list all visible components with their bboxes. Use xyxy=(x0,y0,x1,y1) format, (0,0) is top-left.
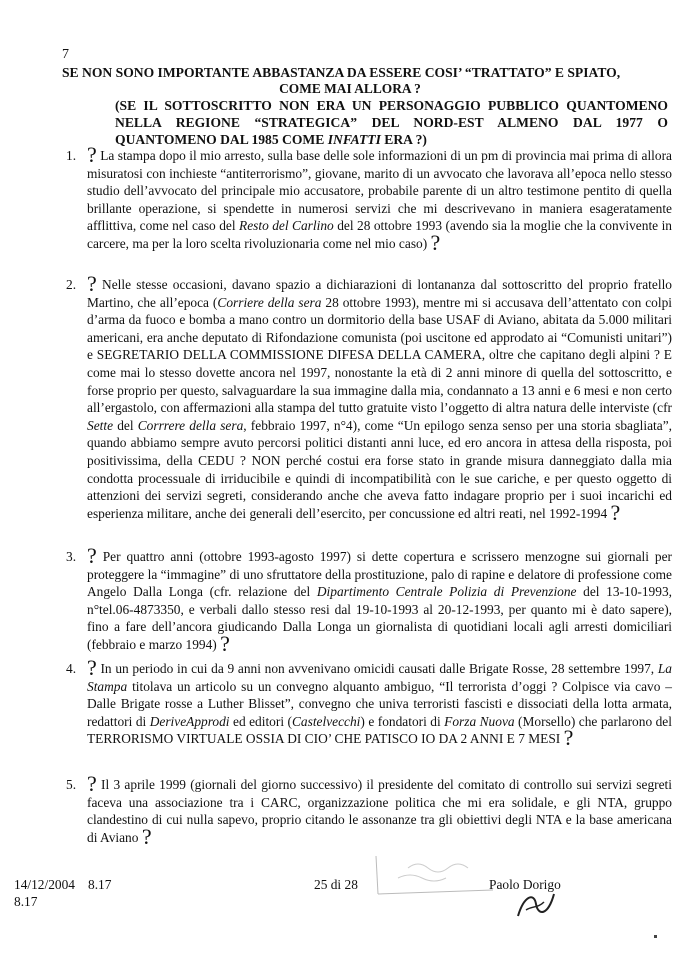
list-item xyxy=(66,543,672,656)
text-segment: del xyxy=(113,417,138,433)
text-segment: del 13-10-1993, n°tel.06-4873350, e verbali dallo stesso resi dal 19-10-1993 al 20-12-1993, per quanto mi è dato sapere), fino a fare dell’ancora giudicando Dalla Longa un giornalista di quotidiani locali agli arresti domiciliari (febbraio e marzo 1994) xyxy=(87,584,672,652)
question-mark-glyph: ? xyxy=(563,725,574,751)
list-item-text xyxy=(87,655,672,751)
list-item-number: 1. xyxy=(66,148,77,163)
heading-line-3-emphasis: INFATTI xyxy=(327,132,381,147)
list-item xyxy=(66,142,672,255)
footer-time: 8.17 xyxy=(88,877,112,892)
list-item-number: 3. xyxy=(66,549,77,564)
text-segment: titolava un articolo su un convegno alquanto ambiguo, “Il terrorista d’oggi ? Colpisce via cavo – Dalle Brigate rosse a Luther Blisset”, convegno che univa terroristi fascisti e dissociati della lotta armata, redattori di xyxy=(87,678,672,729)
text-segment-italic: Resto del Carlino xyxy=(239,218,334,234)
question-mark-glyph: ? xyxy=(87,271,97,296)
text-segment-italic: Sette xyxy=(87,417,114,433)
text-segment: ed editori ( xyxy=(229,713,292,729)
text-segment: ) e fondatori di xyxy=(360,713,445,729)
text-segment: , febbraio 1997, n°4), come “Un epilogo senza senso per una storia sbagliata”, quando abbiamo sempre avuto percorsi politici distanti anni luce, ed ero ancora in attesa della risposta, poi positivissima, della CEDU ? NON perché costui era forse stato in grande misura danneggiato dalla mia condotta processuale di irriducibile e quindi di incompatibilità con le sue cariche, e per questo oggetto di attenzioni dei servizi segreti, considerando anche che aveva fatto indagare proprio per i suoi incarichi ed esperienza militare, anche dei generali dell’esercito, per concussione ed altri reati, nel 1992-1994 xyxy=(87,417,672,521)
text-segment-italic: Corrrere della sera xyxy=(137,417,244,433)
heading-line-2: COME MAI ALLORA ? xyxy=(279,81,421,96)
text-segment-italic: Castelvecchi xyxy=(291,713,361,729)
list-item-number: 5. xyxy=(66,777,77,792)
heading-line-3-part-1: (SE IL SOTTOSCRITTO NON ERA UN PERSONAGGIO PUBBLICO QUANTOMENO NELLA REGIONE “STRATEGICA” DEL NORD-EST ALMENO DAL 1977 O QUANTOMENO DAL 1985 COME xyxy=(115,98,668,147)
text-segment: La stampa dopo il mio arresto, sulla base delle sole informazioni di un pm di provincia mai prima di allora misuratosi con inchieste “antiterrorismo”, giovane, marito di un avvocato che lavorava all’epoca nello stesso studio dell’avvocato del principale mio accusatore, probabile parente di un altro testimone pentito di quella brillante operazione, si spendette in numerosi servizi che mi descrivevano in maniera esageratamente afflittiva, come nel caso del xyxy=(87,148,672,234)
list-item-text xyxy=(87,142,672,255)
question-mark-glyph: ? xyxy=(87,142,97,167)
question-mark-glyph: ? xyxy=(220,630,230,656)
text-segment: del 28 ottobre 1993 (avendo sia la moglie che la convivente in carcere, ma per la loro scelta rivoluzionaria come nel mio caso) xyxy=(87,218,672,251)
text-segment-italic: Forza Nuova xyxy=(444,713,515,729)
question-mark-glyph: ? xyxy=(87,543,97,568)
text-segment: 28 ottobre 1993), mentre mi si accusava dell’attentato con colpi d’arma da fuoco e bomba a mano contro un dormitorio della base USAF di Aviano, abitata da 5.000 militari americani, era anche deputato di Rifondazione comunista (poi uscitone ed approdato ai “Comunisti unitari”) e SEGRETARIO DELLA COMMISSIONE DIFESA DELLA CAMERA, oltre che capitano degli alpini ? E come mai lo stesso dovette ancora nel 1997, nonostante la età di 2 anni minore di quella del sottoscritto, e forse proprio per questo, salvaguardare la sua immagine dalla mia, condannato a 13 anni e 6 mesi e non certo all’ergastolo, con affermazioni alla stampa del tutto gratuite visto l’oggetto di altra natura delle interviste (cfr xyxy=(87,294,672,416)
text-segment-italic: Dipartimento Centrale Polizia di Prevenzione xyxy=(316,584,577,600)
question-mark-glyph: ? xyxy=(87,771,97,796)
text-segment: Il 3 aprile 1999 (giornali del giorno successivo) il presidente del comitato di controllo sui servizi segreti faceva una associazione tra i CARC, organizzazione politica che mi era solidale, e gli NTA, gruppo clandestino di cui nulla sapevo, proprio citando le assonanze tra gli obiettivi degli NTA e la base americana di Aviano xyxy=(87,777,672,845)
question-mark-glyph: ? xyxy=(610,499,621,525)
faint-stamp xyxy=(368,846,508,906)
text-segment-italic: Corriere della sera xyxy=(217,294,322,310)
question-mark-glyph: ? xyxy=(430,229,441,255)
page-number: 7 xyxy=(62,47,69,62)
list-item-text xyxy=(87,771,672,849)
scan-mark xyxy=(654,935,657,938)
question-mark-glyph: ? xyxy=(141,823,152,849)
list-item-text xyxy=(87,271,672,525)
footer-time-second: 8.17 xyxy=(14,894,38,909)
list-item-text xyxy=(87,543,672,656)
footer-date: 14/12/2004 xyxy=(14,877,76,892)
text-segment-italic: DeriveApprodi xyxy=(149,713,230,729)
text-segment: (Morsello) che parlarono del TERRORISMO VIRTUALE OSSIA DI CIO’ CHE PATISCO IO DA 2 ANNI E 7 MESI xyxy=(87,713,672,747)
footer-page-count: 25 di 28 xyxy=(314,877,358,892)
list-item xyxy=(66,771,672,849)
heading-line-3 xyxy=(115,97,668,148)
list-item-number: 2. xyxy=(66,277,77,292)
text-segment-italic: La Stampa xyxy=(87,661,672,694)
heading-line-1: SE NON SONO IMPORTANTE ABBASTANZA DA ESSERE COSI’ “TRATTATO” E SPIATO, xyxy=(62,65,621,80)
list-item-number: 4. xyxy=(66,661,77,676)
heading-line-3-part-2: ERA ?) xyxy=(380,132,427,147)
text-segment: In un periodo in cui da 9 anni non avvenivano omicidi causati dalle Brigate Rosse, 28 settembre 1997, xyxy=(100,661,658,676)
list-item xyxy=(66,271,672,525)
footer-author: Paolo Dorigo xyxy=(489,877,561,892)
question-mark-glyph: ? xyxy=(87,655,97,680)
text-segment: Per quattro anni (ottobre 1993-agosto 1997) si dette copertura e scrissero menzogne sui giornali per proteggere la “immagine” di uno sfruttatore della prostituzione, palo di rapine e delatore di professione come Angelo Dalla Longa (cfr. relazione del xyxy=(87,549,672,600)
text-segment: Nelle stesse occasioni, davano spazio a dichiarazioni di lontananza dal sottoscritto del proprio fratello Martino, che all’epoca ( xyxy=(87,277,672,310)
list-item xyxy=(66,655,672,751)
